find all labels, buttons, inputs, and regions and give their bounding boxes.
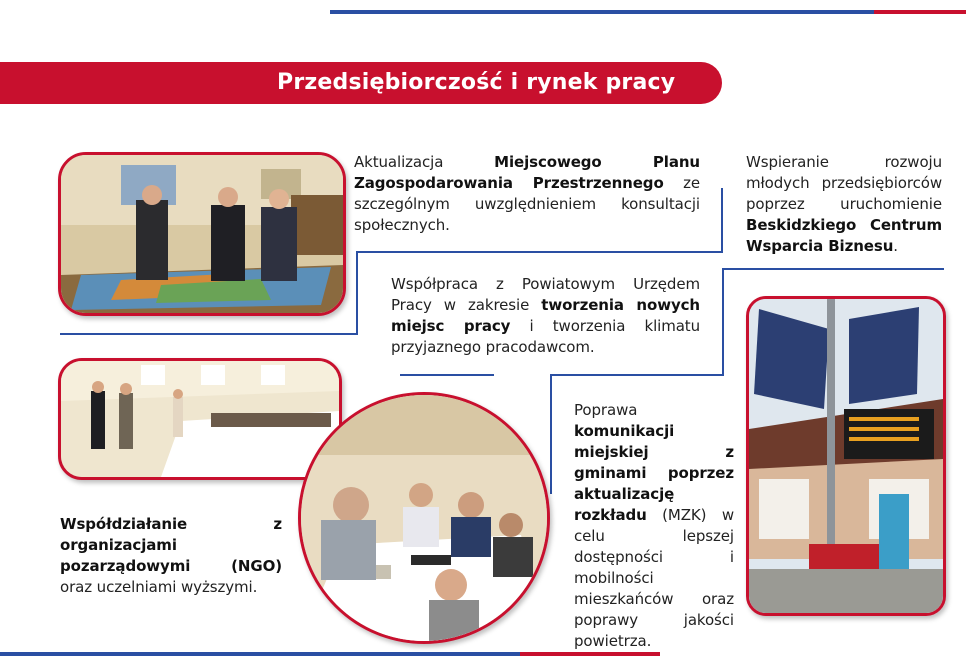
connector-line <box>722 268 724 376</box>
jobs-text-intro: Współpraca z Powiatowym Urzędem Pracy w zakresie <box>391 275 700 314</box>
bus-stop-photo <box>746 296 946 616</box>
transport-text-highlight: komunikacji miejskiej z gminami poprzez aktualizację rozkładu <box>574 422 734 524</box>
transport-text-intro: Poprawa <box>574 401 638 419</box>
jobs-text-rest: i tworzenia klimatu przyjaznego pracodawcom. <box>391 317 700 356</box>
jobs-text <box>391 274 700 358</box>
connector-line <box>550 374 724 376</box>
planning-text-highlight: Miejscowego Planu Zagospodarowania Przestrzennego <box>354 153 700 192</box>
jobs-text-highlight: tworzenia nowych miejsc pracy <box>391 296 700 335</box>
connector-line <box>60 333 358 335</box>
connector-line <box>400 374 494 376</box>
business-text-intro: Wspieranie rozwoju młodych przedsiębiorców poprzez uruchomienie <box>746 153 942 213</box>
connector-line <box>722 268 944 270</box>
map-meeting-photo <box>58 152 346 316</box>
ngo-text-highlight: Współdziałanie z organizacjami pozarządowymi (NGO) <box>60 515 282 575</box>
top-rule-red <box>874 10 966 14</box>
connector-line <box>356 251 723 253</box>
connector-line <box>721 188 723 253</box>
page-title: Przedsiębiorczość i rynek pracy <box>277 70 676 95</box>
bottom-rule-red <box>520 652 660 656</box>
ngo-text <box>60 514 282 598</box>
transport-text-rest: (MZK) w celu lepszej dostępności i mobilności mieszkańców oraz poprawy jakości powietrza. <box>574 506 734 650</box>
ngo-text-rest: oraz uczelniami wyższymi. <box>60 578 258 596</box>
business-text-highlight: Beskidzkiego Centrum Wsparcia Biznesu <box>746 216 942 255</box>
connector-line <box>356 251 358 335</box>
transport-text <box>574 400 734 652</box>
bottom-rule-blue <box>0 652 520 656</box>
business-text-rest: . <box>893 237 898 255</box>
top-rule-blue <box>330 10 874 14</box>
conference-room-photo <box>58 358 342 480</box>
round-table-photo <box>298 392 550 644</box>
business-text <box>746 152 942 257</box>
planning-text-intro: Aktualizacja <box>354 153 495 171</box>
connector-line <box>550 374 552 494</box>
planning-text <box>354 152 700 236</box>
planning-text-rest: ze szczególnym uwzględnieniem konsultacji społecznych. <box>354 174 700 234</box>
